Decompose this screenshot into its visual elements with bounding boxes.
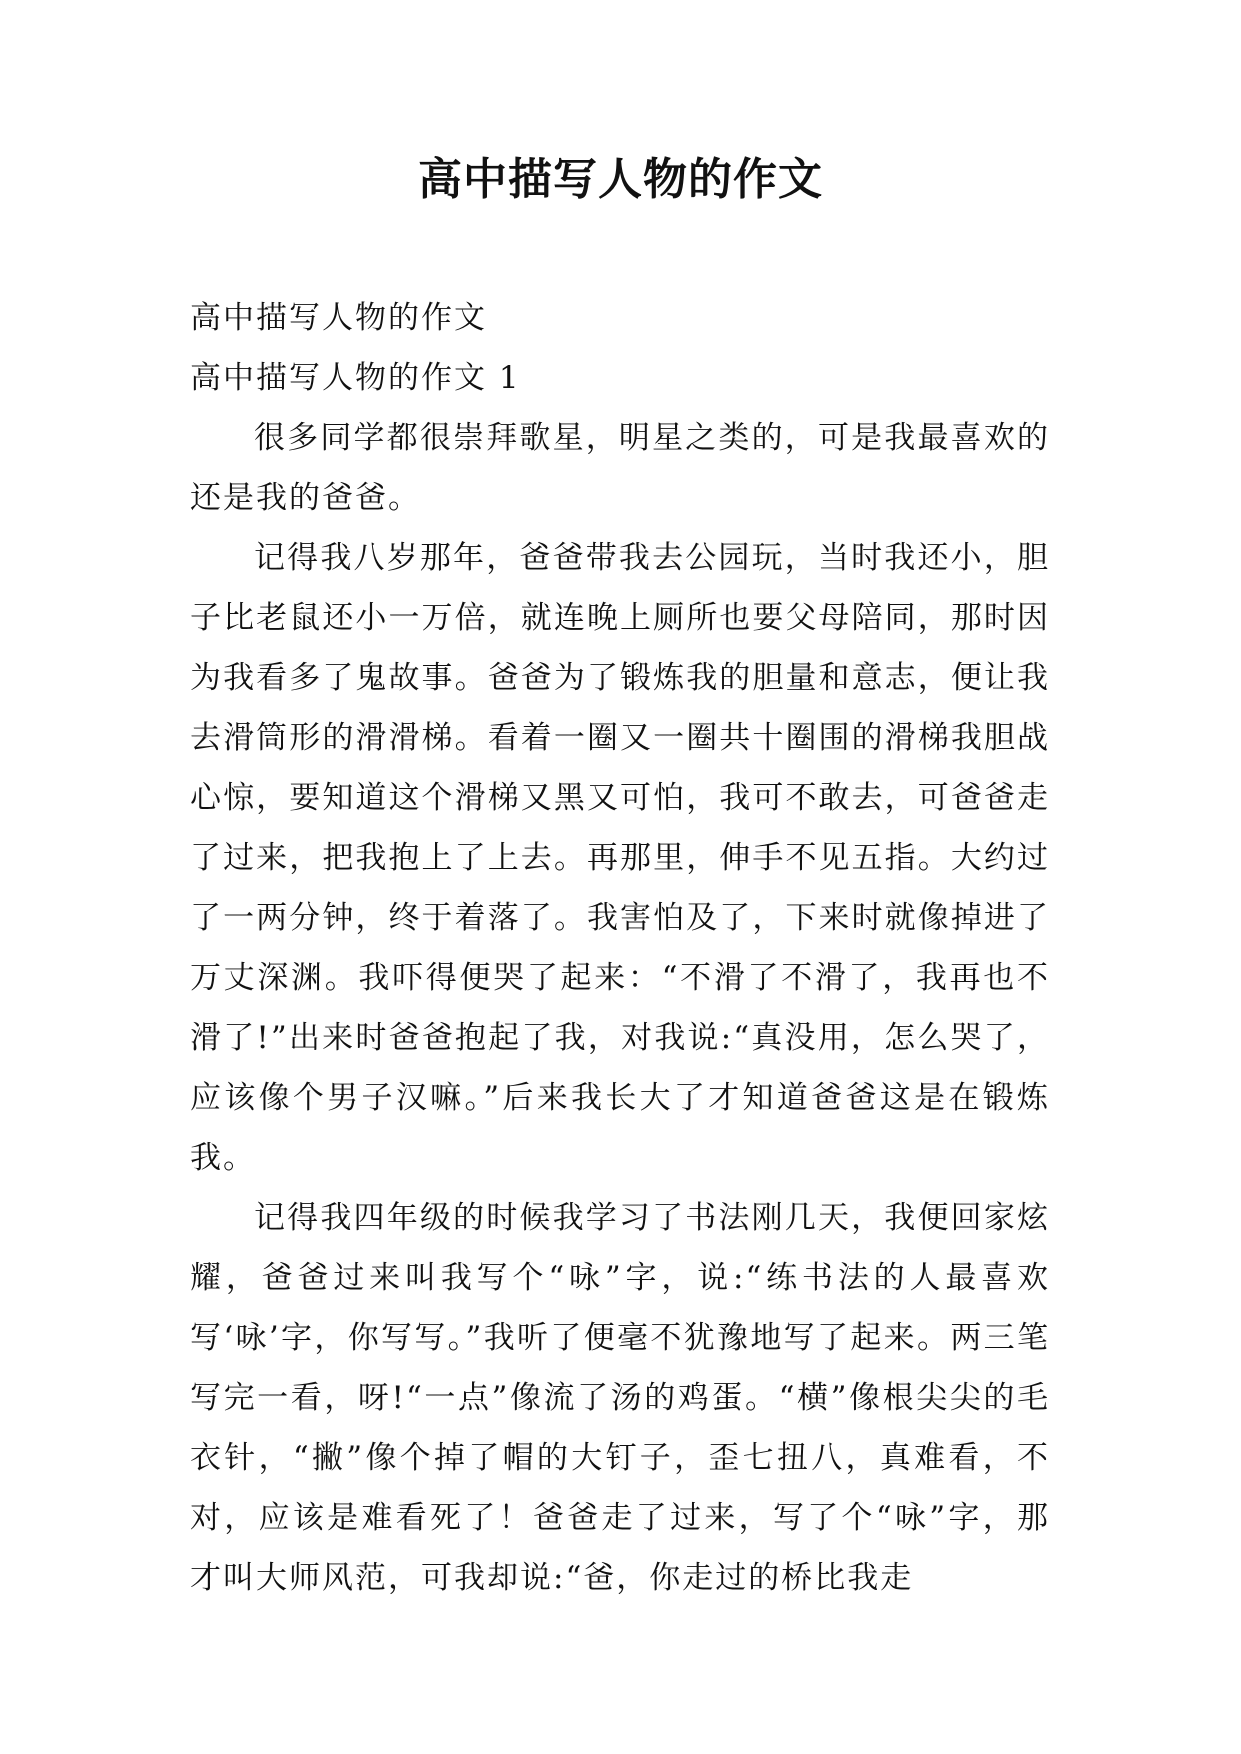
paragraph-1: 很多同学都很崇拜歌星，明星之类的，可是我最喜欢的还是我的爸爸。 (190, 420, 1050, 516)
paragraph-2: 记得我八岁那年，爸爸带我去公园玩，当时我还小，胆子比老鼠还小一万倍，就连晚上厕所也要父母陪同，那时因为我看多了鬼故事。爸爸为了锻炼我的胆量和意志，便让我去滑筒形的滑滑梯。看着一圈又一圈共十圈围的滑梯我胆战心惊，要知道这个滑梯又黑又可怕，我可不敢去，可爸爸走了过来，把我抱上了上去。再那里，伸手不见五指。大约过了一两分钟，终于着落了。我害怕及了，下来时就像掉进了万丈深渊。我吓得便哭了起来：“不滑了不滑了，我再也不滑了!”出来时爸爸抱起了我，对我说:“真没用，怎么哭了，应该像个男子汉嘛。”后来我长大了才知道爸爸这是在锻炼我。 (190, 540, 1050, 1176)
document-subtitle: 高中描写人物的作文 (190, 300, 487, 336)
document-body (190, 288, 1050, 1608)
document-title: 高中描写人物的作文 (418, 154, 823, 205)
paragraph-3: 记得我四年级的时候我学习了书法刚几天，我便回家炫耀，爸爸过来叫我写个“咏”字，说:“练书法的人最喜欢写‘咏’字，你写写。”我听了便毫不犹豫地写了起来。两三笔写完一看，呀!“一点”像流了汤的鸡蛋。“横”像根尖尖的毛衣针，“撇”像个掉了帽的大钉子，歪七扭八，真难看，不对，应该是难看死了！爸爸走了过来，写了个“咏”字，那才叫大师风范，可我却说:“爸，你走过的桥比我走 (190, 1200, 1050, 1596)
section-heading: 高中描写人物的作文 1 (190, 360, 521, 396)
